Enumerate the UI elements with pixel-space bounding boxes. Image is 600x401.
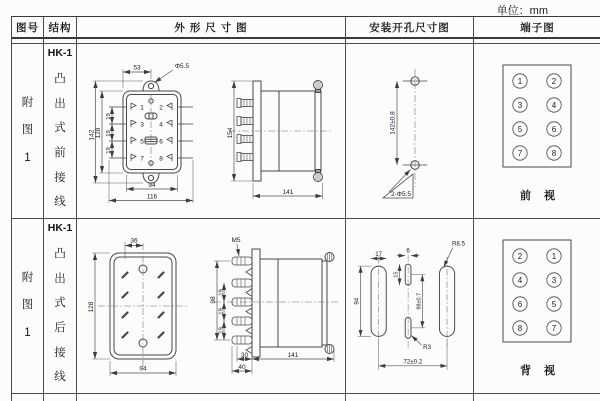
dim-slot-width: 17 <box>374 250 382 258</box>
header-fig-no: 图号 <box>12 17 44 39</box>
dim-pitch: 19 <box>217 327 224 334</box>
row1-install-cell <box>346 44 474 219</box>
row2-fig-no-cell <box>12 219 44 394</box>
terminal-number: 6 <box>158 138 163 146</box>
terminal-circles <box>513 74 561 160</box>
separator-teeth <box>246 268 252 354</box>
dim-width: 94 <box>138 365 147 373</box>
dim-height: 98 <box>209 296 217 304</box>
dim-stud: 40 <box>237 363 246 371</box>
dim-height: 154 <box>226 127 234 139</box>
dimensions <box>353 241 465 370</box>
terminal-number: 8 <box>517 323 523 333</box>
row2-view-caption: 背 视 <box>519 365 561 377</box>
dim-mid-height: 15 <box>393 271 400 278</box>
terminal-number: 8 <box>551 148 557 158</box>
terminal-number: 3 <box>551 275 557 285</box>
terminal-number: 3 <box>517 100 523 110</box>
terminal-number: 3 <box>139 121 144 129</box>
terminal-number: 2 <box>551 76 557 86</box>
terminal-number: 8 <box>158 155 163 163</box>
row2-outline-side-view <box>208 227 343 385</box>
row1-model: HK-1 <box>47 46 73 59</box>
row1-structure-cell <box>44 44 77 219</box>
stud-hatching <box>237 257 245 344</box>
dimensions <box>383 81 413 198</box>
row1-structure: 凸出式前接线 <box>54 72 66 209</box>
dim-width-inner: 94 <box>147 181 156 189</box>
stud-hatching <box>244 100 250 161</box>
mounting-slots <box>371 264 455 338</box>
row2-model: HK-1 <box>47 221 73 234</box>
terminal-number: 4 <box>158 121 163 129</box>
dim-pitch: 19 <box>217 289 224 296</box>
terminal-labels <box>518 77 557 158</box>
header-outline: 外 形 尺 寸 图 <box>77 17 346 39</box>
terminal-number: 1 <box>517 76 523 86</box>
dim-pitch: 19 <box>105 130 112 137</box>
row2-terminal-cell <box>474 219 600 394</box>
row2-install-drawing <box>348 230 472 382</box>
terminal-number: 7 <box>551 323 557 333</box>
dim-top: 36 <box>129 237 138 245</box>
row1-fig-no-cell <box>12 44 44 219</box>
dim-width-outer: 116 <box>146 193 157 201</box>
row1-install-drawing <box>357 55 462 207</box>
header-structure: 结构 <box>44 17 77 39</box>
dim-top-width: 53 <box>132 64 141 72</box>
dim-thread: M5 <box>230 237 241 244</box>
terminal-number: 7 <box>517 148 523 158</box>
terminal-number: 2 <box>517 251 523 261</box>
terminal-number: 6 <box>517 299 523 309</box>
dim-height-outer: 142 <box>88 129 95 141</box>
dim-slot-height: 94 <box>353 297 361 305</box>
unit-label: 单位：mm <box>496 5 548 17</box>
row2-outline-front-view <box>80 227 200 385</box>
terminal-number: 1 <box>551 251 557 261</box>
terminal-labels <box>518 252 557 333</box>
dim-holes-callout: 2-Φ5.5 <box>390 191 412 198</box>
dim-height-inner: 128 <box>94 127 102 139</box>
dim-pitch: 19 <box>105 113 112 120</box>
dim-mid-spacing: 98±0.7 <box>415 292 422 310</box>
relay-body-front <box>123 81 181 183</box>
terminal-circles <box>513 249 561 335</box>
terminal-number: 7 <box>139 155 144 163</box>
screw-hatching <box>327 253 331 353</box>
dim-mid-width: 6 <box>405 247 410 255</box>
terminal-number: 6 <box>551 124 557 134</box>
header-install: 安装开孔尺寸图 <box>346 17 474 39</box>
row1-view-caption: 前 视 <box>519 190 561 202</box>
dim-pitch: 19 <box>105 147 112 154</box>
row2-structure-cell <box>44 219 77 394</box>
row1-terminal-cell <box>474 44 600 219</box>
row1-outline-side-view <box>223 55 338 207</box>
dim-flange: 30 <box>240 351 248 359</box>
relay-body-side <box>252 249 334 357</box>
terminal-studs <box>237 99 253 162</box>
dimension-table <box>11 16 600 401</box>
row2-terminal-diagram <box>490 234 585 356</box>
terminal-number: 2 <box>158 104 163 112</box>
dim-span: 72±0.2 <box>402 358 422 366</box>
row2-outline-cell <box>77 219 346 394</box>
terminal-number: 1 <box>139 104 144 112</box>
terminal-number: 4 <box>551 100 557 110</box>
dim-depth: 141 <box>287 351 298 359</box>
dimensions <box>210 237 334 374</box>
row2-structure: 凸出式后接线 <box>54 247 66 384</box>
row2-fig-no: 附图1 <box>21 271 34 339</box>
row1-outline-front-view <box>85 55 215 207</box>
terminal-number: 5 <box>551 299 557 309</box>
dim-radius-outer: R8.5 <box>451 240 465 248</box>
row1-terminal-diagram <box>490 59 585 181</box>
row1-fig-no: 附图1 <box>21 96 34 164</box>
terminal-number: 5 <box>517 124 523 134</box>
dim-hole-spacing: 142±0.8 <box>389 111 397 135</box>
header-terminal: 端子图 <box>474 17 600 39</box>
dim-depth: 141 <box>282 188 293 196</box>
row1-outline-cell <box>77 44 346 219</box>
dim-pitch: 19 <box>217 308 224 315</box>
dim-radius-mid: R3 <box>422 344 431 352</box>
dim-hole: Φ5.5 <box>174 63 189 70</box>
terminal-number: 5 <box>139 138 144 146</box>
dim-height: 128 <box>87 301 95 313</box>
row2-install-cell <box>346 219 474 394</box>
terminal-number: 4 <box>517 275 523 285</box>
